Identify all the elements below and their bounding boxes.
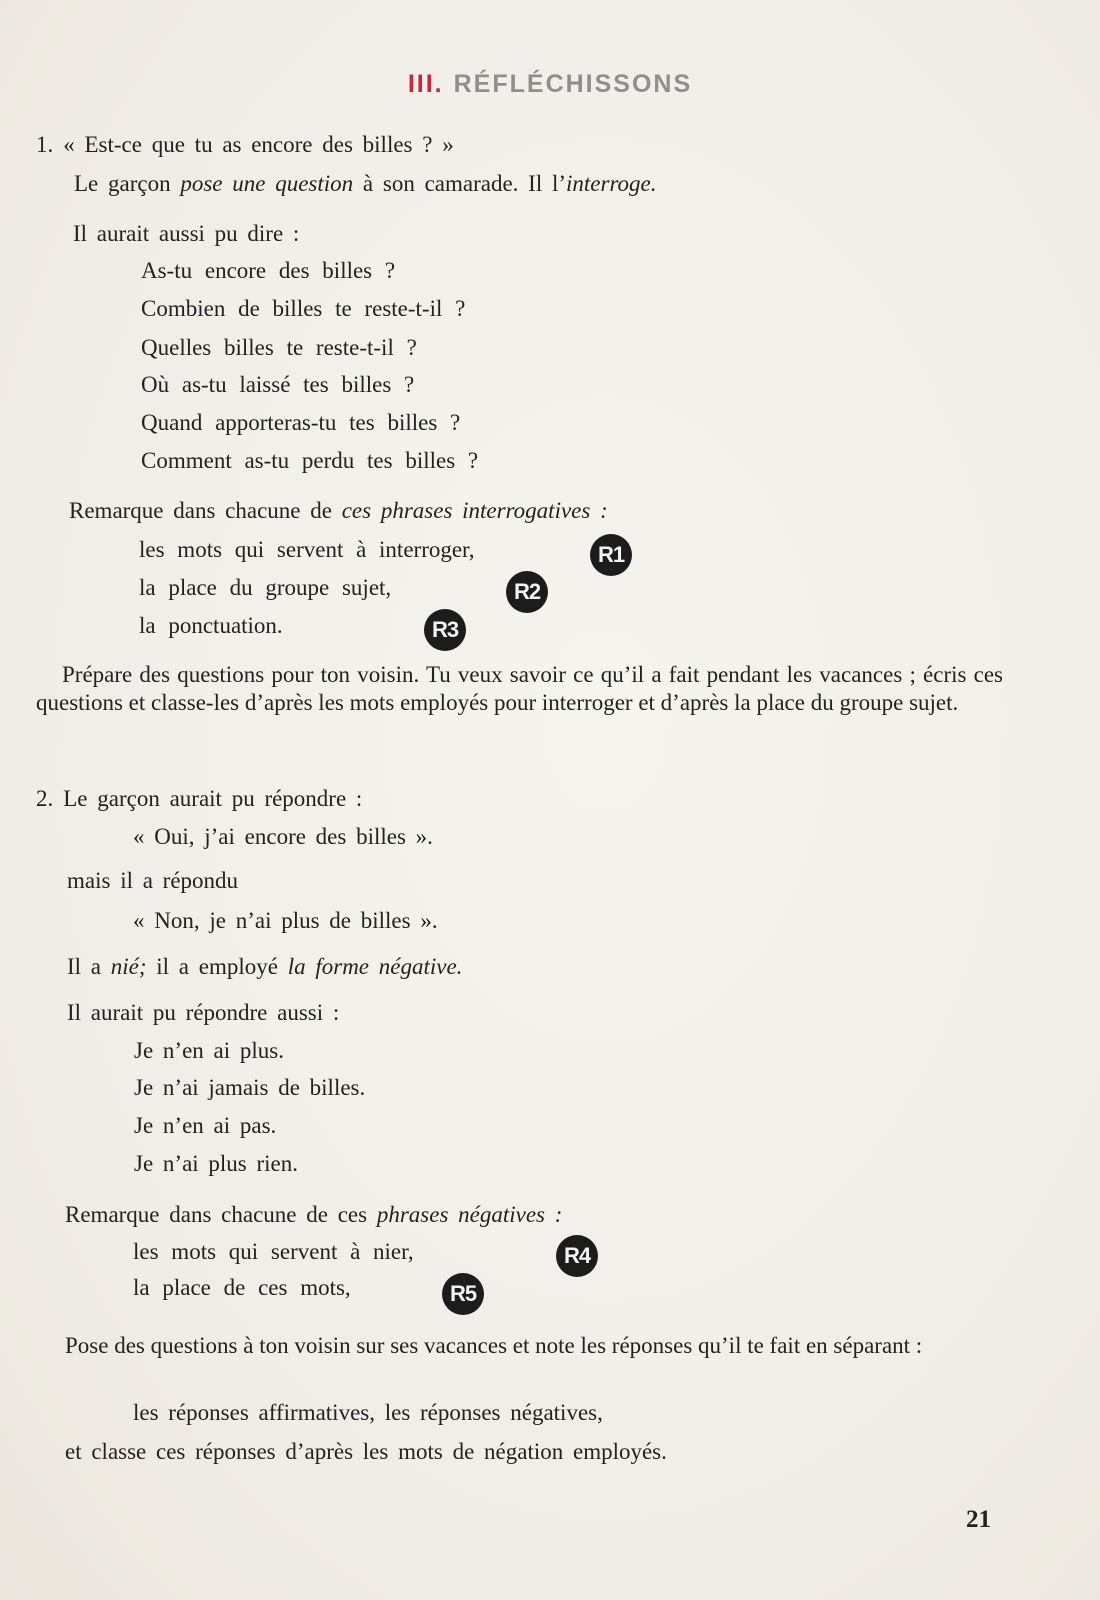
section-title-number: III. [407, 70, 444, 98]
text-segment: Remarque dans chacune de ces [65, 1202, 377, 1227]
remark-point-2: la place du groupe sujet, [139, 575, 392, 600]
example-question-2: Combien de billes te reste-t-il ? [141, 296, 466, 321]
italic-term-nie: nié; [110, 954, 147, 979]
example-question-3: Quelles billes te reste-t-il ? [141, 335, 417, 360]
exercise-2-intro: Il aurait pu répondre aussi : [67, 1000, 340, 1025]
exercise-1-number: 1. [36, 132, 54, 157]
example-question-5: Quand apporteras-tu tes billes ? [141, 410, 461, 435]
exercise-1-instructions: Prépare des questions pour ton voisin. Tu veux savoir ce qu’il a fait pendant les vacances ; écris ces questions et classe-les d’après les mots employés pour interroger et d’après la place du groupe sujet. [36, 662, 1003, 715]
exercise-2-categories: les réponses affirmatives, les réponses négatives, [133, 1400, 603, 1425]
section-title-word: RÉFLÉCHISSONS [453, 70, 693, 98]
italic-term-question: pose une question [180, 171, 354, 196]
example-negation-3: Je n’en ai pas. [134, 1113, 277, 1138]
example-question-1: As-tu encore des billes ? [141, 258, 396, 283]
text-segment: Il a [67, 954, 111, 979]
quote-negative-answer: « Non, je n’ai plus de billes ». [133, 908, 438, 933]
reference-badge-r1: R1 [590, 534, 632, 576]
remark-negatives [65, 1200, 562, 1230]
remark-interrogatives [69, 496, 608, 526]
reference-badge-r2: R2 [506, 571, 548, 613]
example-question-6: Comment as-tu perdu tes billes ? [141, 448, 479, 473]
mais-il-a-repondu: mais il a répondu [67, 868, 239, 893]
exercise-1-quote-line [36, 130, 454, 160]
example-negation-4: Je n’ai plus rien. [134, 1151, 299, 1176]
italic-term-phrases-negatives: phrases négatives : [376, 1202, 563, 1227]
quote-affirmative-answer: « Oui, j’ai encore des billes ». [133, 824, 433, 849]
exercise-2-first-line [36, 784, 362, 814]
exercise-1-quote: « Est-ce que tu as encore des billes ? » [63, 132, 454, 157]
text-segment: Le garçon [74, 171, 181, 196]
reference-badge-r3: R3 [424, 609, 466, 651]
text-segment: il a employé [146, 954, 288, 979]
reference-badge-r4: R4 [556, 1235, 598, 1277]
page-number: 21 [966, 1506, 991, 1533]
section-title [0, 70, 1100, 99]
exercise-2-final-line: et classe ces réponses d’après les mots de négation employés. [65, 1439, 667, 1464]
remark-point-4: les mots qui servent à nier, [133, 1239, 414, 1264]
example-negation-2: Je n’ai jamais de billes. [134, 1075, 366, 1100]
exercise-2-instructions: Pose des questions à ton voisin sur ses vacances et note les réponses qu’il te fait en séparant : [65, 1333, 923, 1358]
reference-badge-r5: R5 [442, 1273, 484, 1315]
exercise-2-answer-intro: Le garçon aurait pu répondre : [63, 786, 363, 811]
remark-point-5: la place de ces mots, [133, 1275, 351, 1300]
text-segment: à son camarade. Il l’ [353, 171, 567, 196]
exercise-2-number: 2. [36, 786, 54, 811]
italic-term-phrases-interrogatives: ces phrases interrogatives : [341, 498, 608, 523]
italic-term-forme-negative: la forme négative. [287, 954, 463, 979]
exercise-1-question-line [74, 169, 657, 199]
remark-point-3: la ponctuation. [139, 613, 283, 638]
italic-term-interroge: interroge. [566, 171, 657, 196]
text-segment: Remarque dans chacune de [69, 498, 342, 523]
negation-explanation [67, 952, 462, 982]
remark-point-1: les mots qui servent à interroger, [139, 537, 475, 562]
example-negation-1: Je n’en ai plus. [134, 1038, 284, 1063]
example-question-4: Où as-tu laissé tes billes ? [141, 372, 415, 397]
exercise-1-intro: Il aurait aussi pu dire : [73, 221, 300, 246]
